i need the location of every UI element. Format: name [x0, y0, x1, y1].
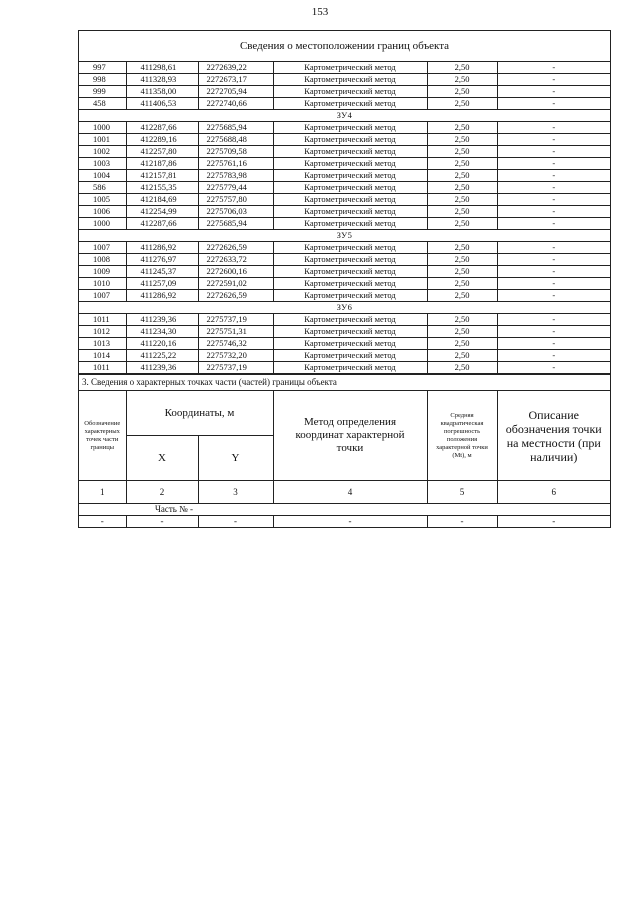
- x-coordinate-cell: 412287,66: [126, 218, 198, 230]
- method-cell: Картометрический метод: [273, 86, 427, 98]
- method-cell: Картометрический метод: [273, 362, 427, 374]
- accuracy-cell: 2,50: [427, 194, 497, 206]
- header-coordinates: Координаты, м: [126, 391, 273, 436]
- y-coordinate-cell: 2275783,98: [198, 170, 273, 182]
- parts-table: [79, 390, 610, 527]
- table-row: [79, 194, 610, 206]
- accuracy-cell: 2,50: [427, 122, 497, 134]
- zone-header-row: [79, 302, 610, 314]
- method-cell: Картометрический метод: [273, 290, 427, 302]
- note-cell: -: [497, 314, 610, 326]
- method-cell: Картометрический метод: [273, 62, 427, 74]
- table-row: [79, 266, 610, 278]
- point-number-cell: 1011: [79, 314, 126, 326]
- table-row: [79, 158, 610, 170]
- x-coordinate-cell: 412155,35: [126, 182, 198, 194]
- note-cell: -: [497, 338, 610, 350]
- point-number-cell: 1005: [79, 194, 126, 206]
- y-coordinate-cell: 2272626,59: [198, 242, 273, 254]
- method-cell: Картометрический метод: [273, 74, 427, 86]
- column-number: 5: [427, 481, 497, 504]
- empty-cell: -: [198, 516, 273, 528]
- method-cell: Картометрический метод: [273, 206, 427, 218]
- y-coordinate-cell: 2275761,16: [198, 158, 273, 170]
- note-cell: -: [497, 326, 610, 338]
- point-number-cell: 1011: [79, 362, 126, 374]
- zone-label: ЗУ6: [79, 302, 610, 314]
- point-number-cell: 458: [79, 98, 126, 110]
- accuracy-cell: 2,50: [427, 170, 497, 182]
- accuracy-cell: 2,50: [427, 86, 497, 98]
- table-row: [79, 98, 610, 110]
- x-coordinate-cell: 412289,16: [126, 134, 198, 146]
- point-number-cell: 1003: [79, 158, 126, 170]
- method-cell: Картометрический метод: [273, 146, 427, 158]
- x-coordinate-cell: 411358,00: [126, 86, 198, 98]
- zone-label: ЗУ4: [79, 110, 610, 122]
- point-number-cell: 586: [79, 182, 126, 194]
- x-coordinate-cell: 412287,66: [126, 122, 198, 134]
- accuracy-cell: 2,50: [427, 62, 497, 74]
- accuracy-cell: 2,50: [427, 338, 497, 350]
- empty-cell: -: [427, 516, 497, 528]
- method-cell: Картометрический метод: [273, 278, 427, 290]
- header-accuracy: Средняя квадратическая погрешность положения характерной точки (Mt), м: [427, 391, 497, 481]
- table-row: [79, 170, 610, 182]
- accuracy-cell: 2,50: [427, 362, 497, 374]
- x-coordinate-cell: 411276,97: [126, 254, 198, 266]
- column-number: 4: [273, 481, 427, 504]
- method-cell: Картометрический метод: [273, 122, 427, 134]
- table-row: [79, 242, 610, 254]
- x-coordinate-cell: 411328,93: [126, 74, 198, 86]
- page-number: 153: [311, 6, 329, 18]
- accuracy-cell: 2,50: [427, 266, 497, 278]
- method-cell: Картометрический метод: [273, 158, 427, 170]
- empty-cell: -: [126, 516, 198, 528]
- y-coordinate-cell: 2275737,19: [198, 362, 273, 374]
- zone-header-row: [79, 110, 610, 122]
- method-cell: Картометрический метод: [273, 170, 427, 182]
- table-row: [79, 326, 610, 338]
- accuracy-cell: 2,50: [427, 326, 497, 338]
- x-coordinate-cell: 411257,09: [126, 278, 198, 290]
- point-number-cell: 1001: [79, 134, 126, 146]
- method-cell: Картометрический метод: [273, 242, 427, 254]
- table-row: [79, 254, 610, 266]
- accuracy-cell: 2,50: [427, 254, 497, 266]
- point-number-cell: 1000: [79, 122, 126, 134]
- y-coordinate-cell: 2275706,03: [198, 206, 273, 218]
- x-coordinate-cell: 412254,99: [126, 206, 198, 218]
- note-cell: -: [497, 194, 610, 206]
- accuracy-cell: 2,50: [427, 206, 497, 218]
- table-row: [79, 134, 610, 146]
- method-cell: Картометрический метод: [273, 266, 427, 278]
- point-number-cell: 1008: [79, 254, 126, 266]
- table-row: [79, 146, 610, 158]
- table-row: [79, 362, 610, 374]
- header-y: Y: [198, 436, 273, 481]
- x-coordinate-cell: 412184,69: [126, 194, 198, 206]
- x-coordinate-cell: 411406,53: [126, 98, 198, 110]
- x-coordinate-cell: 411286,92: [126, 242, 198, 254]
- x-coordinate-cell: 411234,30: [126, 326, 198, 338]
- note-cell: -: [497, 98, 610, 110]
- note-cell: -: [497, 350, 610, 362]
- y-coordinate-cell: 2272591,02: [198, 278, 273, 290]
- method-cell: Картометрический метод: [273, 194, 427, 206]
- x-coordinate-cell: 411286,92: [126, 290, 198, 302]
- accuracy-cell: 2,50: [427, 314, 497, 326]
- header-point-designation: Обозначение характерных точек части границы: [79, 391, 126, 481]
- y-coordinate-cell: 2275685,94: [198, 122, 273, 134]
- note-cell: -: [497, 206, 610, 218]
- method-cell: Картометрический метод: [273, 326, 427, 338]
- y-coordinate-cell: 2275779,44: [198, 182, 273, 194]
- accuracy-cell: 2,50: [427, 290, 497, 302]
- point-number-cell: 1009: [79, 266, 126, 278]
- empty-cell: -: [273, 516, 427, 528]
- accuracy-cell: 2,50: [427, 242, 497, 254]
- x-coordinate-cell: 411220,16: [126, 338, 198, 350]
- empty-cell: -: [79, 516, 126, 528]
- point-number-cell: 1007: [79, 242, 126, 254]
- y-coordinate-cell: 2272600,16: [198, 266, 273, 278]
- note-cell: -: [497, 170, 610, 182]
- x-coordinate-cell: 412157,81: [126, 170, 198, 182]
- y-coordinate-cell: 2275746,32: [198, 338, 273, 350]
- y-coordinate-cell: 2272639,22: [198, 62, 273, 74]
- note-cell: -: [497, 86, 610, 98]
- note-cell: -: [497, 266, 610, 278]
- column-number: 3: [198, 481, 273, 504]
- x-coordinate-cell: 411239,36: [126, 362, 198, 374]
- accuracy-cell: 2,50: [427, 98, 497, 110]
- point-number-cell: 1006: [79, 206, 126, 218]
- method-cell: Картометрический метод: [273, 254, 427, 266]
- table-row: [79, 218, 610, 230]
- point-number-cell: 998: [79, 74, 126, 86]
- part-label: Часть № -: [79, 504, 610, 516]
- table-row: [79, 350, 610, 362]
- y-coordinate-cell: 2275709,58: [198, 146, 273, 158]
- header-x: X: [126, 436, 198, 481]
- point-number-cell: 1012: [79, 326, 126, 338]
- column-number: 2: [126, 481, 198, 504]
- accuracy-cell: 2,50: [427, 74, 497, 86]
- accuracy-cell: 2,50: [427, 218, 497, 230]
- accuracy-cell: 2,50: [427, 350, 497, 362]
- point-number-cell: 1014: [79, 350, 126, 362]
- empty-cell: -: [497, 516, 610, 528]
- note-cell: -: [497, 218, 610, 230]
- y-coordinate-cell: 2272740,66: [198, 98, 273, 110]
- boundary-info-box: [78, 30, 611, 528]
- header-method: Метод определения координат характерной точки: [273, 391, 427, 481]
- x-coordinate-cell: 411225,22: [126, 350, 198, 362]
- note-cell: -: [497, 62, 610, 74]
- point-number-cell: 997: [79, 62, 126, 74]
- y-coordinate-cell: 2275757,80: [198, 194, 273, 206]
- note-cell: -: [497, 122, 610, 134]
- table-row: [79, 290, 610, 302]
- method-cell: Картометрический метод: [273, 98, 427, 110]
- accuracy-cell: 2,50: [427, 158, 497, 170]
- point-number-cell: 1010: [79, 278, 126, 290]
- method-cell: Картометрический метод: [273, 338, 427, 350]
- note-cell: -: [497, 134, 610, 146]
- note-cell: -: [497, 242, 610, 254]
- note-cell: -: [497, 146, 610, 158]
- accuracy-cell: 2,50: [427, 182, 497, 194]
- table-row: [79, 182, 610, 194]
- column-number: 6: [497, 481, 610, 504]
- y-coordinate-cell: 2272626,59: [198, 290, 273, 302]
- accuracy-cell: 2,50: [427, 278, 497, 290]
- point-number-cell: 1004: [79, 170, 126, 182]
- x-coordinate-cell: 411298,61: [126, 62, 198, 74]
- table-row: [79, 86, 610, 98]
- method-cell: Картометрический метод: [273, 182, 427, 194]
- y-coordinate-cell: 2275732,20: [198, 350, 273, 362]
- x-coordinate-cell: 412187,86: [126, 158, 198, 170]
- point-number-cell: 999: [79, 86, 126, 98]
- note-cell: -: [497, 74, 610, 86]
- note-cell: -: [497, 278, 610, 290]
- y-coordinate-cell: 2275688,48: [198, 134, 273, 146]
- note-cell: -: [497, 254, 610, 266]
- method-cell: Картометрический метод: [273, 314, 427, 326]
- y-coordinate-cell: 2272673,17: [198, 74, 273, 86]
- y-coordinate-cell: 2272705,94: [198, 86, 273, 98]
- y-coordinate-cell: 2272633,72: [198, 254, 273, 266]
- note-cell: -: [497, 182, 610, 194]
- x-coordinate-cell: 411245,37: [126, 266, 198, 278]
- method-cell: Картометрический метод: [273, 350, 427, 362]
- point-number-cell: 1007: [79, 290, 126, 302]
- table-row: [79, 314, 610, 326]
- table-row: [79, 62, 610, 74]
- x-coordinate-cell: 411239,36: [126, 314, 198, 326]
- header-description: Описание обозначения точки на местности (при наличии): [497, 391, 610, 481]
- zone-header-row: [79, 230, 610, 242]
- note-cell: -: [497, 290, 610, 302]
- point-number-cell: 1000: [79, 218, 126, 230]
- coordinates-table: [79, 62, 610, 374]
- point-number-cell: 1013: [79, 338, 126, 350]
- note-cell: -: [497, 362, 610, 374]
- method-cell: Картометрический метод: [273, 218, 427, 230]
- y-coordinate-cell: 2275751,31: [198, 326, 273, 338]
- section-title: Сведения о местоположении границ объекта: [79, 31, 610, 62]
- method-cell: Картометрический метод: [273, 134, 427, 146]
- note-cell: -: [497, 158, 610, 170]
- column-number: 1: [79, 481, 126, 504]
- table-row: [79, 122, 610, 134]
- accuracy-cell: 2,50: [427, 134, 497, 146]
- table-row: [79, 206, 610, 218]
- y-coordinate-cell: 2275685,94: [198, 218, 273, 230]
- zone-label: ЗУ5: [79, 230, 610, 242]
- y-coordinate-cell: 2275737,19: [198, 314, 273, 326]
- table-row: [79, 278, 610, 290]
- table-row: [79, 74, 610, 86]
- accuracy-cell: 2,50: [427, 146, 497, 158]
- point-number-cell: 1002: [79, 146, 126, 158]
- x-coordinate-cell: 412257,80: [126, 146, 198, 158]
- table-row: [79, 338, 610, 350]
- section3-title: 3. Сведения о характерных точках части (частей) границы объекта: [79, 374, 610, 390]
